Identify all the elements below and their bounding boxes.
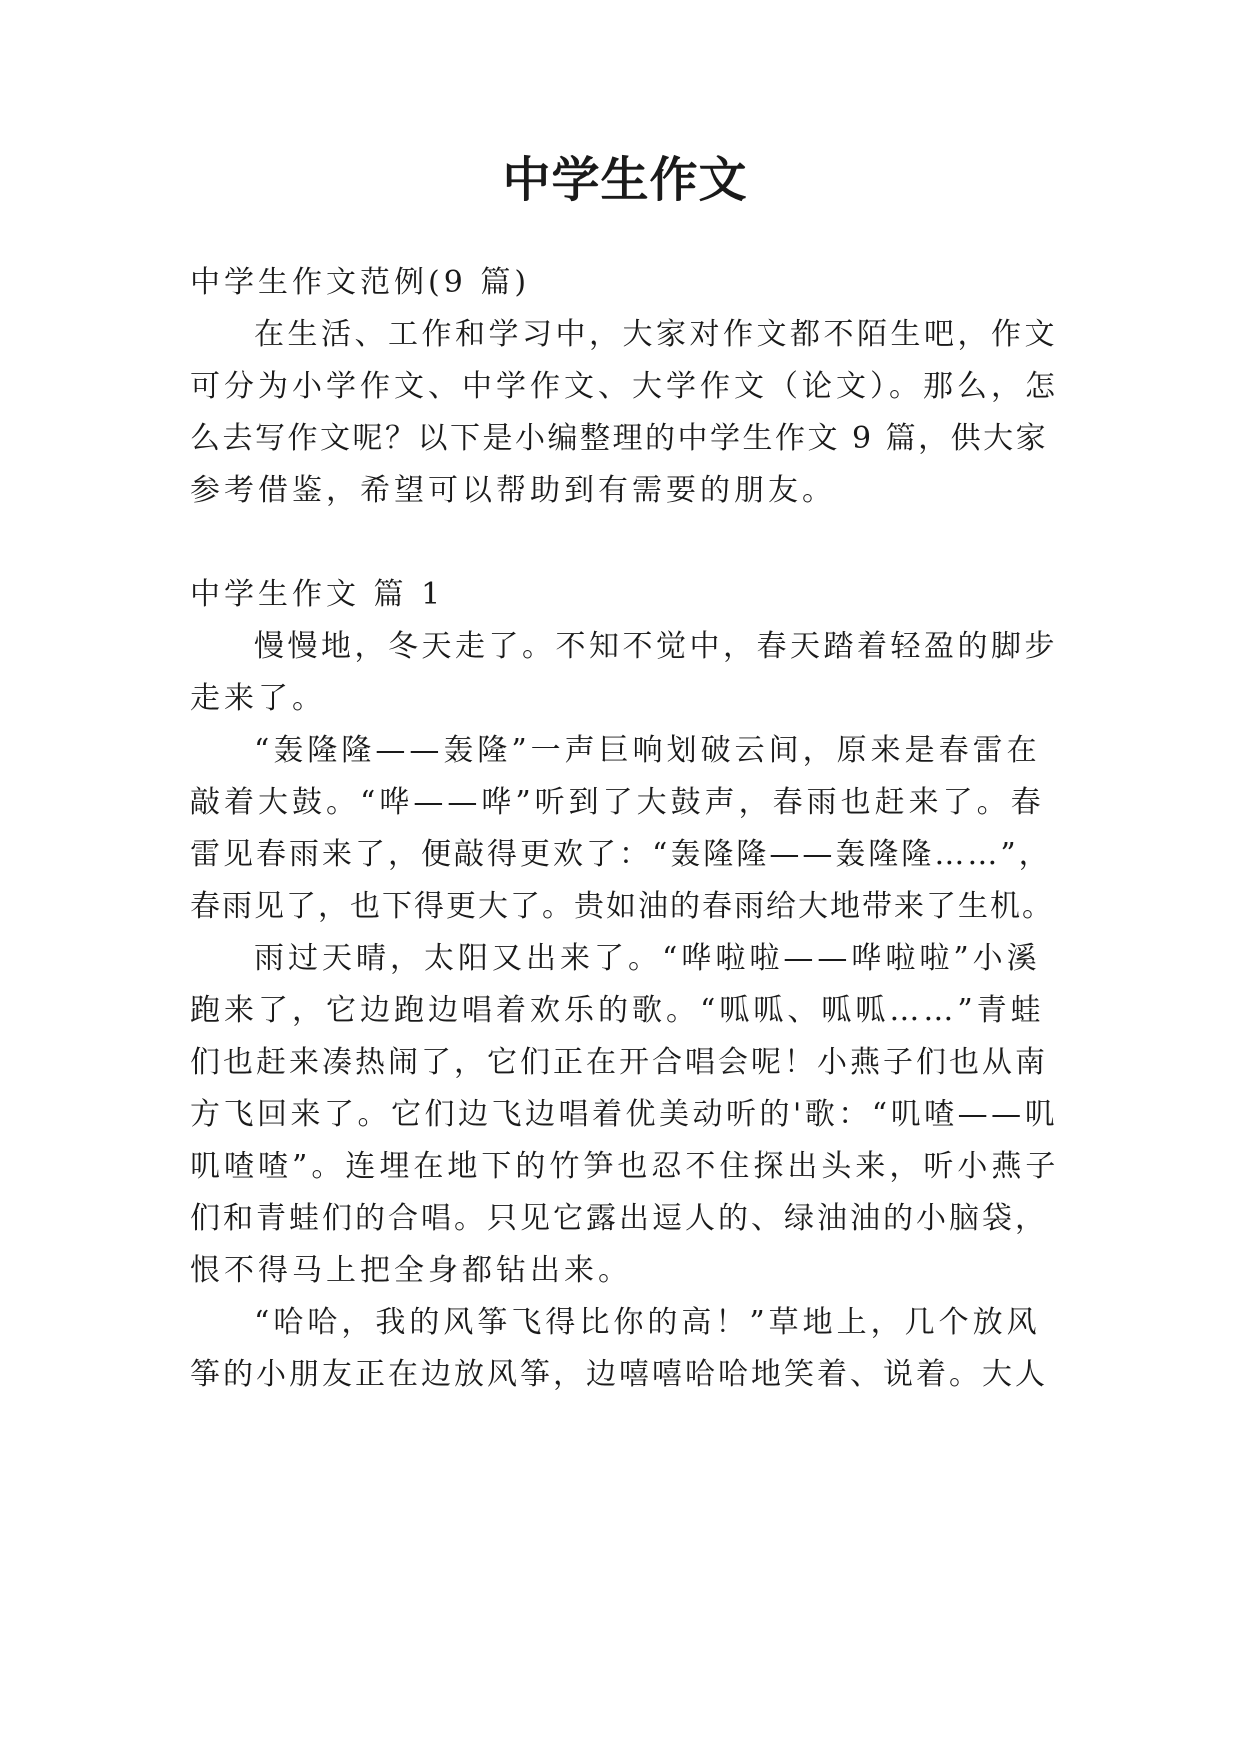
- section-heading: 中学生作文 篇 1: [190, 577, 445, 612]
- intro-line: 参考借鉴，希望可以帮助到有需要的朋友。: [190, 473, 836, 508]
- intro-line: 么去写作文呢？以下是小编整理的中学生作文 9 篇，供大家: [190, 421, 1049, 456]
- body-line: “轰隆隆——轰隆”一声巨响划破云间，原来是春雷在: [254, 733, 1041, 768]
- document-title: 中学生作文: [502, 152, 748, 208]
- body-line: 方飞回来了。它们边飞边唱着优美动听的'歌：“叽喳——叽: [190, 1097, 1059, 1132]
- body-line: 慢慢地，冬天走了。不知不觉中，春天踏着轻盈的脚步: [254, 629, 1058, 664]
- body-line: 叽喳喳”。连埋在地下的竹笋也忍不住探出头来，听小燕子: [190, 1149, 1060, 1184]
- body-line: 走来了。: [190, 681, 326, 716]
- intro-line: 在生活、工作和学习中，大家对作文都不陌生吧，作文: [254, 317, 1058, 352]
- body-line: “哈哈，我的风筝飞得比你的高！”草地上，几个放风: [254, 1305, 1041, 1340]
- body-line: 们和青蛙们的合唱。只见它露出逗人的、绿油油的小脑袋，: [190, 1201, 1048, 1236]
- body-line: 筝的小朋友正在边放风筝，边嘻嘻哈哈地笑着、说着。大人: [190, 1357, 1048, 1392]
- body-line: 跑来了，它边跑边唱着欢乐的歌。“呱呱、呱呱……”青蛙: [190, 993, 1045, 1028]
- intro-line: 可分为小学作文、中学作文、大学作文（论文）。那么，怎: [190, 369, 1059, 404]
- body-line: 们也赶来凑热闹了，它们正在开合唱会呢！小燕子们也从南: [190, 1045, 1048, 1080]
- document-subtitle: 中学生作文范例(9 篇): [190, 265, 531, 300]
- body-line: 春雨见了，也下得更大了。贵如油的春雨给大地带来了生机。: [190, 889, 1054, 924]
- body-line: 雨过天晴，太阳又出来了。“哗啦啦——哗啦啦”小溪: [254, 941, 1041, 976]
- body-line: 恨不得马上把全身都钻出来。: [190, 1253, 632, 1288]
- body-line: 敲着大鼓。“哗——哗”听到了大鼓声，春雨也赶来了。春: [190, 785, 1045, 820]
- body-line: 雷见春雨来了，便敲得更欢了：“轰隆隆——轰隆隆……”，: [190, 837, 1052, 872]
